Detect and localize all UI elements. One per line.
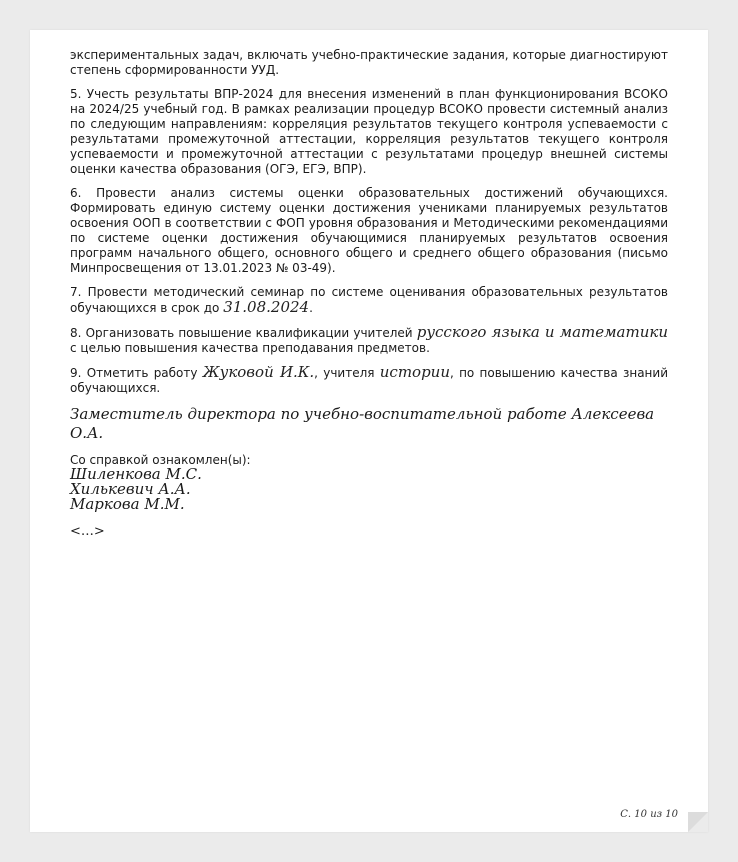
page-corner-fold	[688, 812, 708, 832]
acknowledgement-name: Хилькевич А.А.	[70, 480, 191, 498]
document-body	[70, 48, 668, 539]
paragraph-8-start: 8. Организовать повышение квалификации учителей	[70, 326, 417, 340]
paragraph-9-mid: , учителя	[314, 366, 380, 380]
handwritten-date: 31.08.2024	[223, 298, 310, 316]
handwritten-teacher-name: Жуковой И.К.	[202, 363, 315, 381]
paragraph-7-text: 7. Провести методический семинар по системе оценивания образовательных результатов обучающихся в срок до	[70, 285, 668, 315]
paragraph-7-end: .	[309, 301, 313, 315]
paragraph-intro: экспериментальных задач, включать учебно-практические задания, которые диагностируют степень сформированности УУД.	[70, 48, 668, 77]
paragraph-9-start: 9. Отметить работу	[70, 366, 203, 380]
document-page	[30, 30, 708, 832]
paragraph-5: 5. Учесть результаты ВПР-2024 для внесения изменений в план функционирования ВСОКО на 2024/25 учебный год. В рамках реализации процедур ВСОКО провести системный анализ по следующим направлениям: корреляция результатов текущего контроля успеваемости с результатами промежуточной аттестации, корреляция результатов текущего контроля успеваемости и промежуточной аттестации с результатами процедур внешней системы оценки качества образования (ОГЭ, ЕГЭ, ВПР).	[70, 87, 668, 176]
acknowledgement-name: Шиленкова М.С.	[70, 465, 202, 483]
paragraph-6: 6. Провести анализ системы оценки образовательных достижений обучающихся. Формировать единую систему оценки достижения учениками планируемых результатов освоения ООП в соответствии с ФОП уровня образования и Методическими рекомендациями по системе оценки достижения обучающимися планируемых результатов освоения программ начального общего, основного общего и среднего общего образования (письмо Минпросвещения от 13.01.2023 № 03-49).	[70, 186, 668, 275]
acknowledgement-name: Маркова М.М.	[70, 495, 185, 513]
acknowledgement-label: Со справкой ознакомлен(ы):	[70, 453, 251, 467]
paragraph-9	[70, 365, 668, 396]
paragraph-8	[70, 325, 668, 356]
handwritten-subjects: русского языка и математики	[416, 323, 668, 341]
page-number: С. 10 из 10	[620, 809, 678, 820]
handwritten-subject: истории	[379, 363, 451, 381]
signature-line: Заместитель директора по учебно-воспитательной работе Алексеева О.А.	[70, 405, 655, 442]
omission-mark: <…>	[70, 524, 105, 539]
acknowledgement-list	[70, 467, 668, 512]
paragraph-9-end: , по повышению качества знаний обучающихся.	[70, 366, 669, 395]
paragraph-7	[70, 285, 668, 316]
paragraph-8-end: с целью повышения качества преподавания предметов.	[70, 341, 430, 355]
